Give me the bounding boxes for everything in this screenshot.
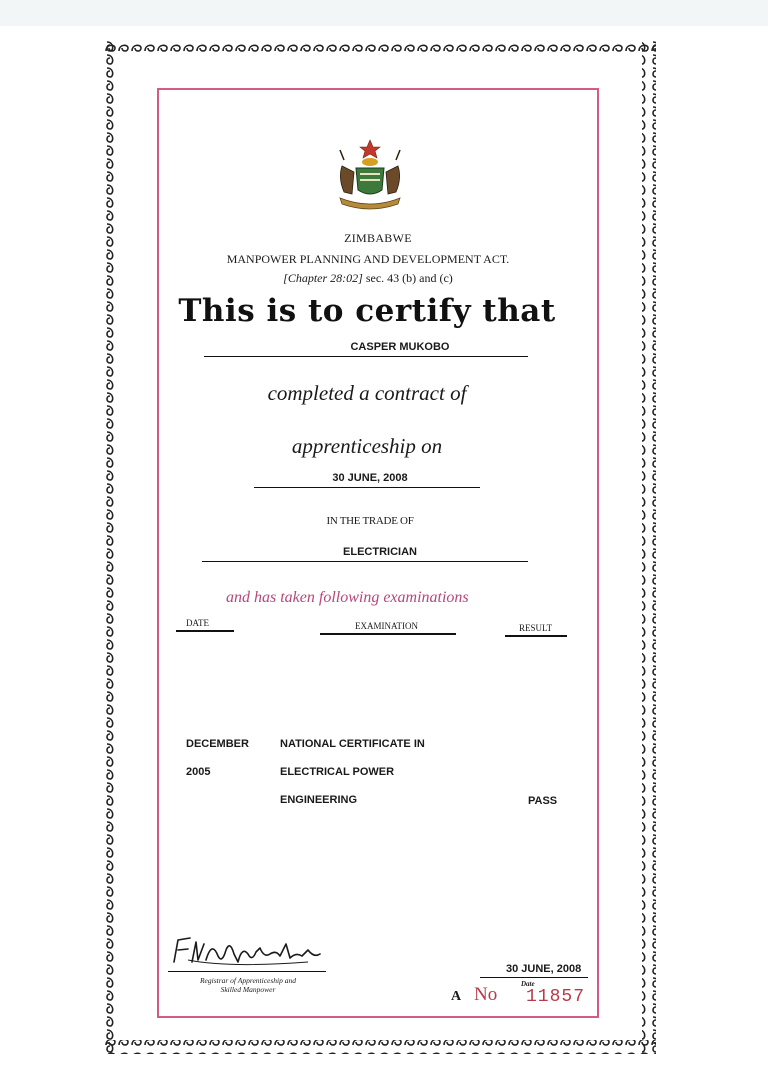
examination-header-underline [320,633,456,635]
chapter-sections: sec. 43 (b) and (c) [362,271,453,285]
trade-name: ELECTRICIAN [343,546,417,558]
exam-name-line-1: NATIONAL CERTIFICATE IN [280,738,425,750]
series-letter: A [451,989,462,1004]
signature-line [168,971,326,972]
name-underline [204,356,528,357]
date-header-underline [176,630,234,632]
trade-label: IN THE TRADE OF [326,515,414,527]
date-underline [254,487,480,488]
country-heading: ZIMBABWE [344,231,412,245]
examination-column-header: EXAMINATION [355,621,418,631]
registrar-caption [188,976,308,994]
exam-result: PASS [528,795,558,807]
result-column-header: RESULT [519,623,553,633]
apprenticeship-line: apprenticeship on [291,434,443,458]
exam-name-line-3: ENGINEERING [280,794,358,806]
number-sign [474,984,497,1006]
exam-date-year: 2005 [186,766,211,778]
result-header-underline [505,635,567,637]
issue-date-underline [480,977,588,978]
act-title: MANPOWER PLANNING AND DEVELOPMENT ACT. [226,252,510,266]
zimbabwe-coat-of-arms-icon [330,138,410,216]
trade-underline [202,561,528,562]
completed-line: completed a contract of [267,381,467,405]
serial-number: 11857 [526,987,586,1007]
exam-date-month: DECEMBER [186,738,249,750]
registrar-caption-line-2: Skilled Manpower [220,985,276,994]
certificate-headline: This is to certify that [178,293,556,329]
registrar-signature [168,932,328,972]
number-sign-n: No [474,984,498,1005]
examinations-line: and has taken following examinations [226,589,469,606]
completion-date: 30 JUNE, 2008 [332,472,408,484]
holder-name: CASPER MUKOBO [350,341,450,353]
date-caption: Date [521,980,535,988]
exam-name-line-2: ELECTRICAL POWER [280,766,395,778]
scan-edge [0,0,768,26]
chapter-number: [Chapter 28:02] [283,271,363,285]
registrar-caption-line-1: Registrar of Apprenticeship and [199,976,297,985]
date-column-header: DATE [186,618,209,628]
issue-date: 30 JUNE, 2008 [506,963,582,975]
chapter-reference [157,271,579,286]
